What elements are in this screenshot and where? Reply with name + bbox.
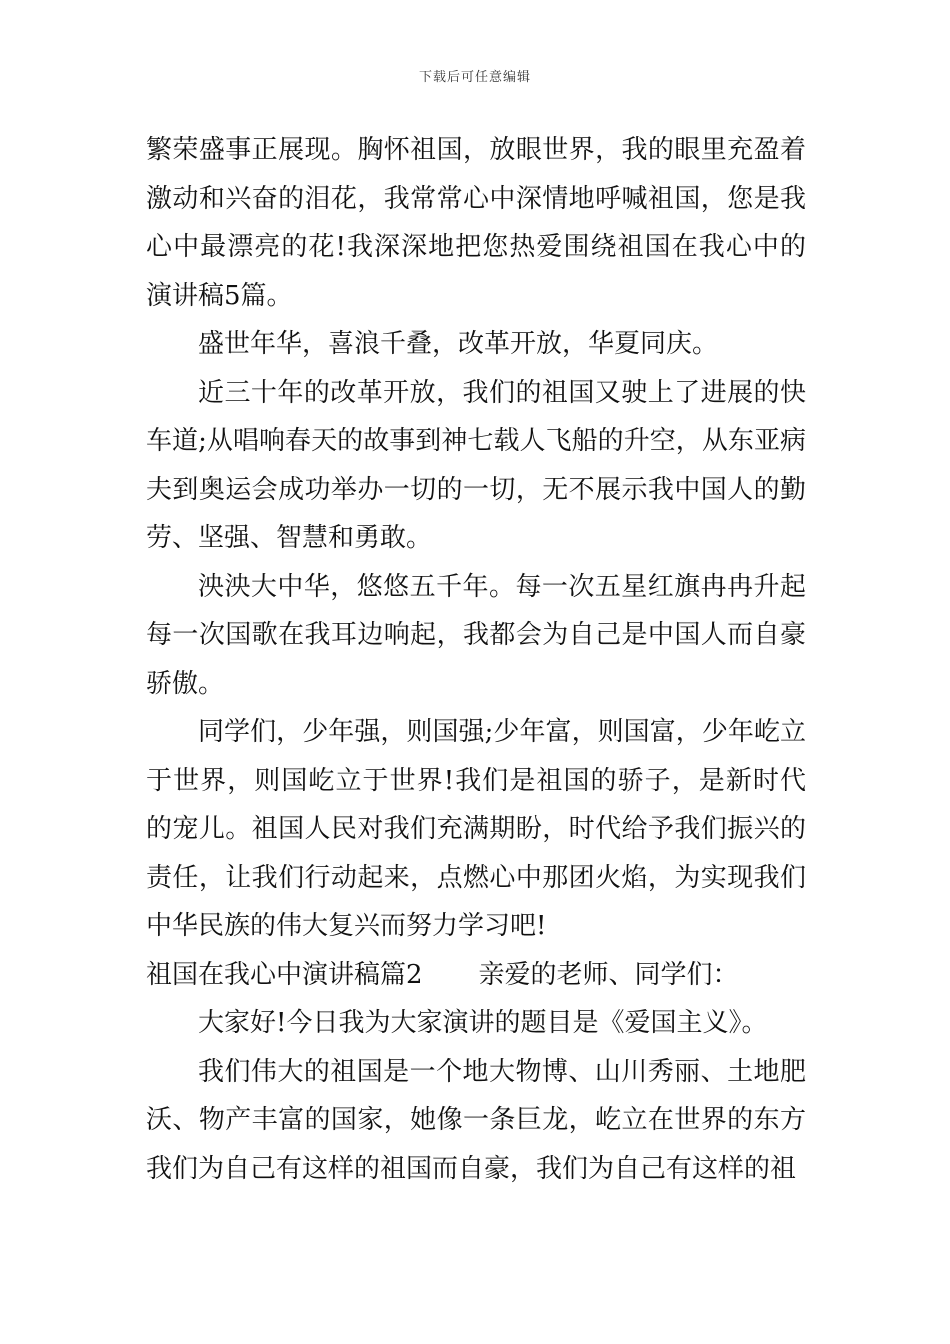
section-heading-line [146,951,806,1000]
section-greeting: 亲爱的老师、同学们： [478,959,739,990]
paragraph: 盛世年华，喜浪千叠，改革开放，华夏同庆。 [198,329,719,359]
paragraph: 同学们，少年强，则国强;少年富，则国富，少年屹立于世界，则国屹立于世界!我们是祖国的骄子，是新时代的宠儿。祖国人民对我们充满期盼，时代给予我们振兴的责任，让我们行动起来，点燃心中那团火焰，为实现我们中华民族的伟大复兴而努力学习吧! [146,717,806,941]
paragraph: 泱泱大中华，悠悠五千年。每一次五星红旗冉冉升起每一次国歌在我耳边响起，我都会为自己是中国人而自豪骄傲。 [146,571,806,699]
page-header: 下载后可任意编辑 [418,70,531,85]
paragraph: 繁荣盛事正展现。胸怀祖国，放眼世界，我的眼里充盈着激动和兴奋的泪花，我常常心中深情地呼喊祖国，您是我心中最漂亮的花!我深深地把您热爱围绕祖国在我心中的演讲稿5篇。 [146,135,806,311]
document-body [146,126,806,1193]
paragraph: 我们伟大的祖国是一个地大物博、山川秀丽、土地肥沃、物产丰富的国家，她像一条巨龙，屹立在世界的东方我们为自己有这样的祖国而自豪，我们为自己有这样的祖 [146,1056,806,1184]
paragraph: 近三十年的改革开放，我们的祖国又驶上了进展的快车道;从唱响春天的故事到神七载人飞船的升空，从东亚病夫到奥运会成功举办一切的一切，无不展示我中国人的勤劳、坚强、智慧和勇敢。 [146,377,806,553]
paragraph: 大家好!今日我为大家演讲的题目是《爱国主义》。 [198,1008,768,1038]
section-title: 祖国在我心中演讲稿篇2 [146,959,423,990]
